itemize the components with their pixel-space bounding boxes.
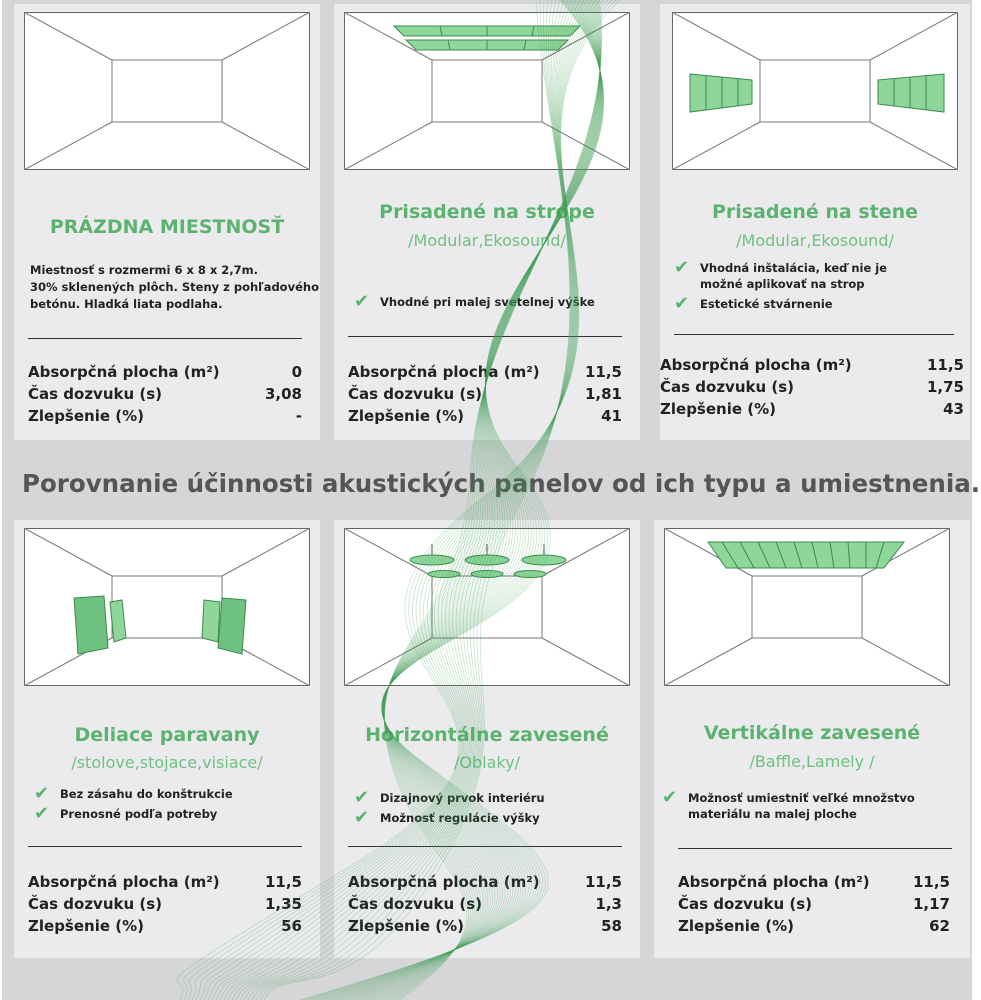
- checkmark-icon: ✔: [354, 291, 370, 312]
- stat-row: Absorpčná plocha (m²) 11,5: [348, 873, 622, 891]
- feature-item: ✔ Možnosť regulácie výšky: [354, 807, 540, 828]
- card-wall-mounted: [660, 4, 970, 440]
- checkmark-icon: ✔: [662, 787, 678, 808]
- divider: [348, 846, 622, 847]
- stat-row: Absorpčná plocha (m²) 11,5: [348, 363, 622, 381]
- stat-row: Zlepšenie (%) 43: [660, 400, 964, 418]
- checkmark-icon: ✔: [34, 783, 50, 804]
- feature-item: ✔ Možnosť umiestniť veľké množstvo materiálu na malej ploche: [662, 787, 915, 821]
- stat-row: Čas dozvuku (s) 1,3: [348, 895, 622, 913]
- stats: [348, 871, 622, 937]
- checkmark-icon: ✔: [354, 787, 370, 808]
- card-empty-room: [14, 4, 320, 440]
- room-illustration: [24, 12, 310, 170]
- stat-row: Absorpčná plocha (m²) 11,5: [678, 873, 950, 891]
- stat-row: Zlepšenie (%) 62: [678, 917, 950, 935]
- card-vertical-hung: [654, 520, 970, 958]
- stats: [28, 361, 302, 427]
- feature-item: ✔ Prenosné podľa potreby: [34, 803, 218, 824]
- room-perspective-icon: [24, 12, 310, 170]
- baffle-panels-icon: [664, 528, 950, 686]
- feature-item: ✔ Vhodná inštalácia, keď nie je možné aplikovať na strop: [674, 257, 888, 291]
- checkmark-icon: ✔: [674, 257, 690, 278]
- stat-row: Čas dozvuku (s) 1,81: [348, 385, 622, 403]
- feature-list: [674, 257, 914, 316]
- room-illustration: [24, 528, 310, 686]
- stat-row: Čas dozvuku (s) 3,08: [28, 385, 302, 403]
- divider: [28, 338, 302, 339]
- card-title: PRÁZDNA MIESTNOSŤ: [49, 216, 285, 238]
- card-ceiling-mounted: [334, 4, 640, 440]
- divider: [28, 846, 302, 847]
- checkmark-icon: ✔: [34, 803, 50, 824]
- stat-row: Čas dozvuku (s) 1,75: [660, 378, 964, 396]
- stat-row: Absorpčná plocha (m²) 11,5: [660, 356, 964, 374]
- card-horizontal-hung: [334, 520, 640, 958]
- stat-row: Čas dozvuku (s) 1,17: [678, 895, 950, 913]
- ceiling-panels-icon: [344, 12, 630, 170]
- stats: [28, 871, 302, 937]
- stats: [660, 354, 964, 420]
- feature-item: ✔ Bez zásahu do konštrukcie: [34, 783, 233, 804]
- feature-list: [354, 291, 644, 314]
- feature-item: ✔ Vhodné pri malej svetelnej výške: [354, 291, 595, 312]
- checkmark-icon: ✔: [354, 807, 370, 828]
- feature-list: [662, 787, 932, 826]
- card-description: [30, 262, 320, 313]
- card-title: Horizontálne zavesené: [365, 724, 609, 746]
- stat-row: Absorpčná plocha (m²) 11,5: [28, 873, 302, 891]
- card-title: Vertikálne zavesené: [703, 722, 921, 744]
- card-subtitle: /Modular,Ekosound/: [736, 231, 894, 250]
- card-title: Prisadené na strope: [379, 201, 595, 223]
- card-title: Deliace paravany: [74, 724, 260, 746]
- divider: [674, 334, 954, 335]
- room-illustration: [664, 528, 950, 686]
- description-line: betónu. Hladká liata podlaha.: [30, 297, 223, 311]
- partition-screens-icon: [24, 528, 310, 686]
- feature-item: ✔ Estetické stvárnenie: [674, 293, 833, 314]
- description-line: 30% sklenených plôch. Steny z pohľadového: [30, 280, 319, 294]
- card-title: Prisadené na stene: [711, 201, 919, 223]
- card-subtitle: /Modular,Ekosound/: [408, 231, 566, 250]
- stats: [348, 361, 622, 427]
- feature-list: [34, 783, 324, 826]
- card-subtitle: /Baffle,Lamely /: [749, 752, 875, 771]
- room-illustration: [344, 528, 630, 686]
- card-subtitle: /stolove,stojace,visiace/: [71, 753, 263, 772]
- room-illustration: [344, 12, 630, 170]
- stat-row: Čas dozvuku (s) 1,35: [28, 895, 302, 913]
- stat-row: Zlepšenie (%) 56: [28, 917, 302, 935]
- feature-item: ✔ Dizajnový prvok interiéru: [354, 787, 545, 808]
- wall-panels-icon: [672, 12, 958, 170]
- cloud-panels-icon: [344, 528, 630, 686]
- feature-list: [354, 787, 644, 830]
- stat-row: Absorpčná plocha (m²) 0: [28, 363, 302, 381]
- divider: [678, 848, 952, 849]
- room-illustration: [672, 12, 958, 170]
- card-partitions: [14, 520, 320, 958]
- checkmark-icon: ✔: [674, 293, 690, 314]
- divider: [348, 336, 622, 337]
- card-subtitle: /Oblaky/: [454, 753, 520, 772]
- description-line: Miestnosť s rozmermi 6 x 8 x 2,7m.: [30, 263, 259, 277]
- stat-row: Zlepšenie (%) 41: [348, 407, 622, 425]
- stat-row: Zlepšenie (%) 58: [348, 917, 622, 935]
- page-headline: Porovnanie účinnosti akustických panelov od ich typu a umiestnenia.: [22, 469, 981, 498]
- stats: [678, 871, 950, 937]
- stat-row: Zlepšenie (%) -: [28, 407, 302, 425]
